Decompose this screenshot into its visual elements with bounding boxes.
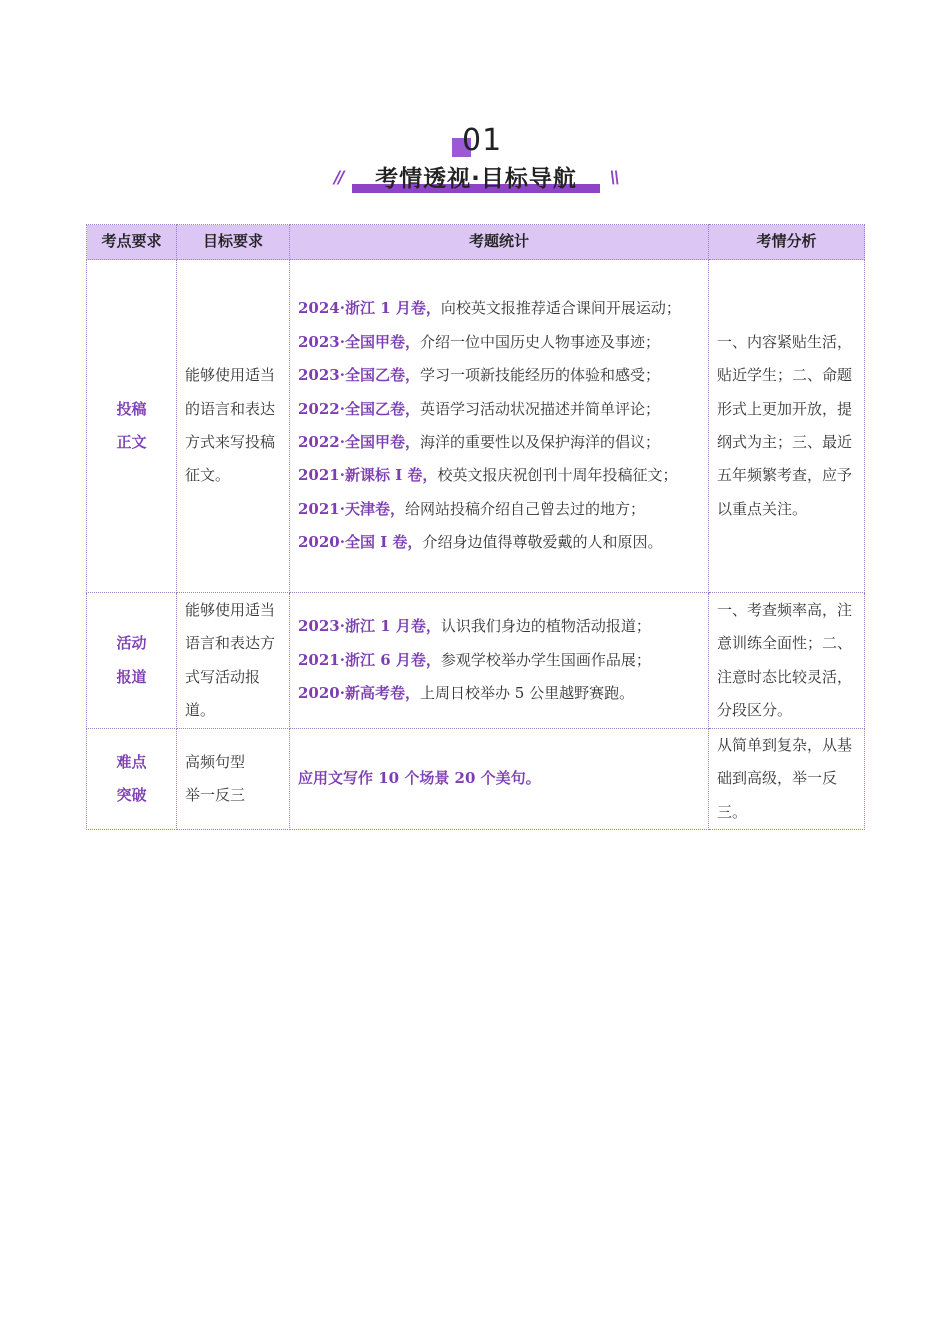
header-stats: 考题统计 — [290, 225, 709, 260]
goal-line: 举一反三 — [185, 786, 246, 805]
category-line: 突破 — [116, 786, 147, 805]
stat-text: 认识我们身边的植物活动报道； — [440, 617, 651, 636]
table-row — [87, 593, 865, 729]
stat-text: 介绍身边值得尊敬爱戴的人和原因。 — [422, 533, 663, 552]
category-line: 难点 — [116, 752, 147, 771]
stat-source: 2022·全国甲卷， — [298, 433, 420, 451]
stat-item — [298, 526, 700, 559]
category-cell — [87, 260, 177, 593]
table-header-row — [87, 225, 865, 260]
stat-text: 英语学习活动状况描述并简单评论； — [419, 399, 660, 418]
section-number-text: 01 — [462, 123, 503, 158]
category-cell — [87, 729, 177, 830]
stat-text: 校英文报庆祝创刊十周年投稿征文； — [437, 466, 678, 485]
stat-text: 学习一项新技能经历的体验和感受； — [419, 366, 660, 385]
section-number — [452, 122, 512, 162]
section-title — [330, 162, 622, 198]
stat-text: 上周日校举办 5 公里越野赛跑。 — [419, 684, 635, 703]
stat-item — [298, 677, 700, 710]
stat-source: 2024·浙江 1 月卷， — [298, 299, 441, 318]
stat-text: 介绍一位中国历史人物事迹及事迹； — [419, 332, 660, 351]
category-line: 正文 — [116, 433, 147, 451]
category-line: 投稿 — [116, 399, 147, 418]
stat-source: 2023·全国乙卷， — [298, 366, 420, 385]
stat-item — [298, 292, 700, 325]
stat-item — [298, 359, 700, 392]
stat-highlight-text: 应用文写作 10 个场景 20 个美句。 — [298, 769, 541, 788]
stat-source: 2020·新高考卷， — [298, 684, 420, 703]
stat-text: 参观学校举办学生国画作品展； — [440, 650, 651, 669]
category-cell — [87, 593, 177, 729]
stat-source: 2021·浙江 6 月卷， — [298, 650, 441, 669]
title-left-decoration: // — [334, 168, 343, 188]
header-analysis: 考情分析 — [709, 225, 865, 260]
stat-source: 2022·全国乙卷， — [298, 399, 420, 418]
table-row — [87, 260, 865, 593]
stat-item — [298, 493, 700, 526]
analysis-cell: 从简单到复杂，从基础到高级，举一反三。 — [709, 729, 865, 830]
goal-cell — [177, 729, 290, 830]
stat-item — [298, 459, 700, 492]
goal-line: 高频句型 — [185, 752, 246, 771]
stat-source: 2020·全国 I 卷， — [298, 533, 423, 552]
title-right-decoration: \\ — [609, 168, 618, 188]
category-line: 活动 — [116, 634, 147, 653]
header-category: 考点要求 — [87, 225, 177, 260]
stat-source: 2021·天津卷， — [298, 499, 405, 518]
section-title-text: 考情透视·目标导航 — [375, 166, 577, 192]
stat-item — [298, 610, 700, 643]
stat-item — [298, 644, 700, 677]
exam-analysis-table — [86, 224, 865, 830]
stats-cell — [290, 593, 709, 729]
stat-text: 向校英文报推荐适合课间开展运动； — [440, 299, 681, 318]
stat-item — [298, 393, 700, 426]
stat-text: 给网站投稿介绍自己曾去过的地方； — [404, 499, 645, 518]
table-row — [87, 729, 865, 830]
stat-text: 海洋的重要性以及保护海洋的倡议； — [419, 433, 660, 451]
stat-source: 2021·新课标 I 卷， — [298, 466, 438, 485]
category-line: 报道 — [116, 667, 147, 686]
header-goal: 目标要求 — [177, 225, 290, 260]
section-heading — [0, 118, 950, 208]
analysis-cell: 一、考查频率高，注意训练全面性；二、注意时态比较灵活，分段区分。 — [709, 593, 865, 729]
stats-cell — [290, 729, 709, 830]
stat-item — [298, 326, 700, 359]
goal-cell: 能够使用适当的语言和表达方式来写投稿征文。 — [177, 260, 290, 593]
stat-item — [298, 426, 700, 459]
analysis-cell: 一、内容紧贴生活，贴近学生；二、命题形式上更加开放，提纲式为主；三、最近五年频繁考查，应予以重点关注。 — [709, 260, 865, 593]
stat-source: 2023·全国甲卷， — [298, 332, 420, 351]
stat-source: 2023·浙江 1 月卷， — [298, 617, 441, 636]
goal-cell: 能够使用适当语言和表达方式写活动报道。 — [177, 593, 290, 729]
stats-cell — [290, 260, 709, 593]
